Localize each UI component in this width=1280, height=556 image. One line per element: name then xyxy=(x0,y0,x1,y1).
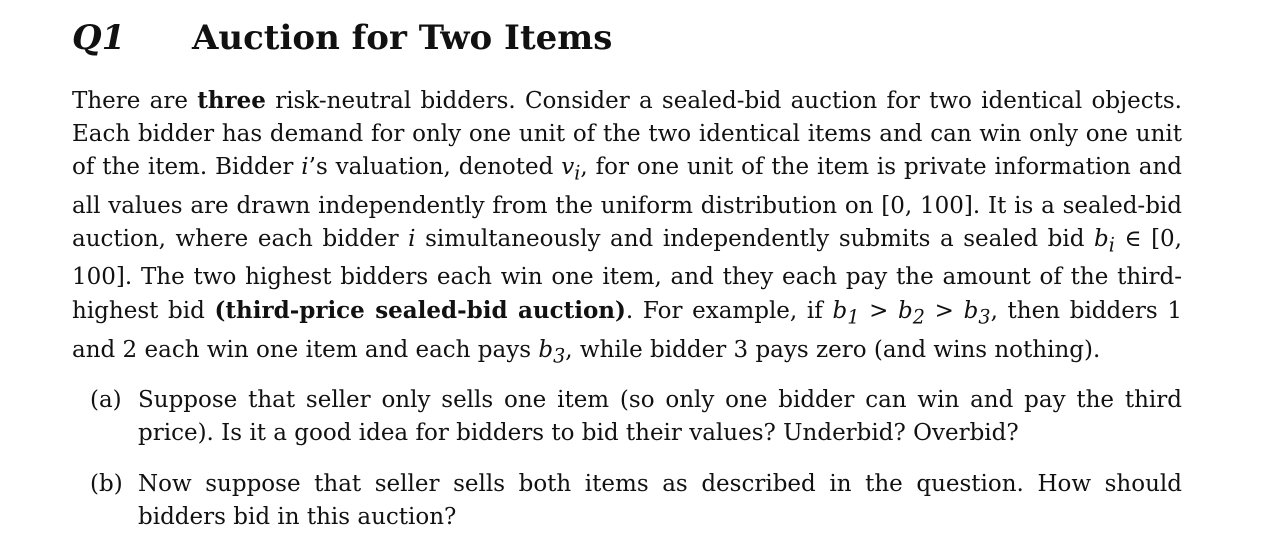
document xyxy=(72,18,1182,552)
sub-question-text: Now suppose that seller sells both items as described in the question. How should bidders bid in this auction? xyxy=(138,471,1182,531)
math-i: i xyxy=(301,154,309,180)
question-heading xyxy=(72,18,1182,58)
question-body: There are three risk-neutral bidders. Consider a sealed-bid auction for two identical objects. Each bidder has demand for only one unit of the two identical items and can win only one unit of the item. Bidder i’s valuation, denoted $v_i$, for one unit of the item is private information and all values are drawn independently from the uniform distribution on [0, 100]. It is a sealed-bid auction, where each bidder i simultaneously and independently submits a sealed bid $b_i$ ∈ [0, 100]. The two highest bidders each win one item, and they each pay the amount of the third-highest bid (third-price sealed-bid auction). For example, if $b_1 > b_2 > b_3$, then bidders 1 and 2 each win one item and each pays $b_3$, while bidder 3 pays zero (and wins nothing). xyxy=(72,87,1182,368)
sub-questions xyxy=(72,384,1182,534)
sub-question-a xyxy=(90,384,1182,450)
math-bi: $b_i$ xyxy=(1094,225,1115,257)
sub-question-text: Suppose that seller only sells one item (so only one bidder can win and pay the third price). Is it a good idea for bidders to bid their values? Underbid? Overbid? xyxy=(138,387,1182,447)
question-number: Q1 xyxy=(72,18,126,58)
math-vi: $v_i$ xyxy=(561,154,581,185)
emphasis-three: three xyxy=(197,87,266,114)
sub-question-b xyxy=(90,468,1182,534)
math-i-2: i xyxy=(408,225,416,252)
math-inequality: $b_1 > b_2 > b_3$ xyxy=(832,298,991,329)
emphasis-auction-type: (third-price sealed-bid auction) xyxy=(214,297,626,325)
question-title: Auction for Two Items xyxy=(192,18,613,58)
sub-question-label: (b) xyxy=(90,471,123,498)
math-b3: $b_3$ xyxy=(538,336,566,368)
sub-question-label: (a) xyxy=(90,387,122,414)
